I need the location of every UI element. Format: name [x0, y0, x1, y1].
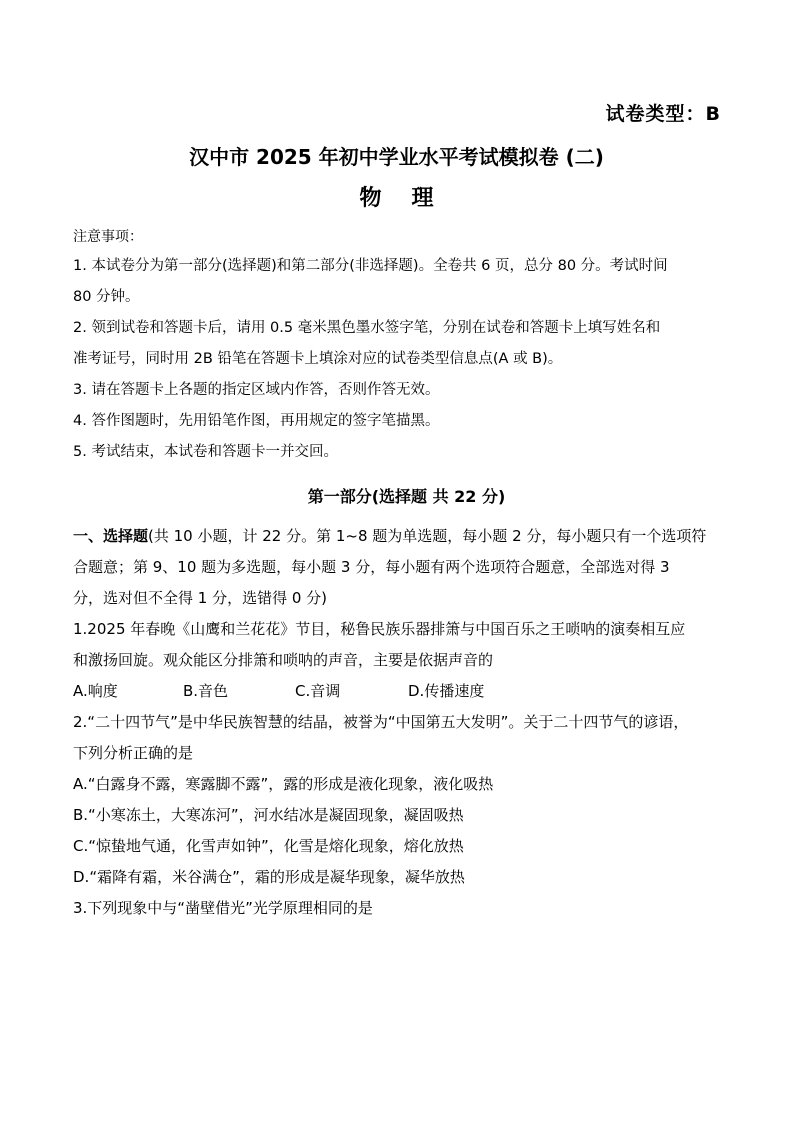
option-d: D.传播速度 [408, 682, 485, 700]
section-instruction-text: (共 10 小题，计 22 分。第 1~8 题为单选题，每小题 2 分，每小题只有一个选项符 [148, 527, 707, 545]
notes-line: 3. 请在答题卡上各题的指定区域内作答，否则作答无效。 [73, 382, 440, 398]
question-1-stem: 和激扬回旋。观众能区分排箫和唢呐的声音，主要是依据声音的 [73, 651, 494, 669]
question-1-options [73, 681, 733, 712]
notes-line: 4. 答作图题时，先用铅笔作图，再用规定的签字笔描黑。 [73, 413, 440, 429]
section-instruction-line: 合题意；第 9、10 题为多选题，每小题 3 分，每小题有两个选项符合题意，全部选对得 3 [73, 558, 670, 576]
notes-section [73, 227, 723, 473]
question-1-stem: 1.2025 年春晚《山鹰和兰花花》节目，秘鲁民族乐器排箫与中国百乐之王唢呐的演奏相互应 [73, 620, 686, 638]
question-2-stem: 下列分析正确的是 [73, 744, 194, 762]
option-c: C.“惊蛰地气通，化雪声如钟”，化雪是熔化现象，熔化放热 [73, 837, 464, 855]
subject-title: 物理 [359, 186, 464, 211]
section-label: 一、选择题 [73, 527, 149, 545]
section-instruction [73, 526, 733, 557]
question-2-stem: 2.“二十四节气”是中华民族智慧的结晶，被誉为“中国第五大发明”。关于二十四节气的谚语， [73, 713, 689, 731]
section-instruction-line: 分，选对但不全得 1 分，选错得 0 分) [73, 589, 328, 607]
option-b: B.“小寒冻土，大寒冻河”，河水结冰是凝固现象，凝固吸热 [73, 806, 464, 824]
option-c: C.音调 [295, 682, 341, 700]
question-3-stem: 3.下列现象中与“凿壁借光”光学原理相同的是 [73, 899, 373, 917]
notes-line: 准考证号，同时用 2B 铅笔在答题卡上填涂对应的试卷类型信息点(A 或 B)。 [73, 351, 563, 367]
option-a: A.“白露身不露，寒露脚不露”，露的形成是液化现象，液化吸热 [73, 775, 494, 793]
notes-heading: 注意事项： [73, 229, 143, 245]
notes-line: 80 分钟。 [73, 289, 140, 305]
notes-line: 1. 本试卷分为第一部分(选择题)和第二部分(非选择题)。全卷共 6 页，总分 80 分。考试时间 [73, 258, 668, 274]
exam-title: 汉中市 2025 年初中学业水平考试模拟卷 (二) [189, 145, 604, 169]
notes-line: 5. 考试结束，本试卷和答题卡一并交回。 [73, 444, 338, 460]
option-b: B.音色 [183, 682, 229, 700]
part-one-title: 第一部分(选择题 共 22 分) [307, 487, 506, 506]
paper-type-label: 试卷类型：B [605, 103, 721, 125]
option-a: A.响度 [73, 682, 118, 700]
option-d: D.“霜降有霜，米谷满仓”，霜的形成是凝华现象，凝华放热 [73, 868, 465, 886]
notes-line: 2. 领到试卷和答题卡后，请用 0.5 毫米黑色墨水签字笔，分别在试卷和答题卡上填写姓名和 [73, 320, 661, 336]
questions-section [73, 526, 733, 929]
